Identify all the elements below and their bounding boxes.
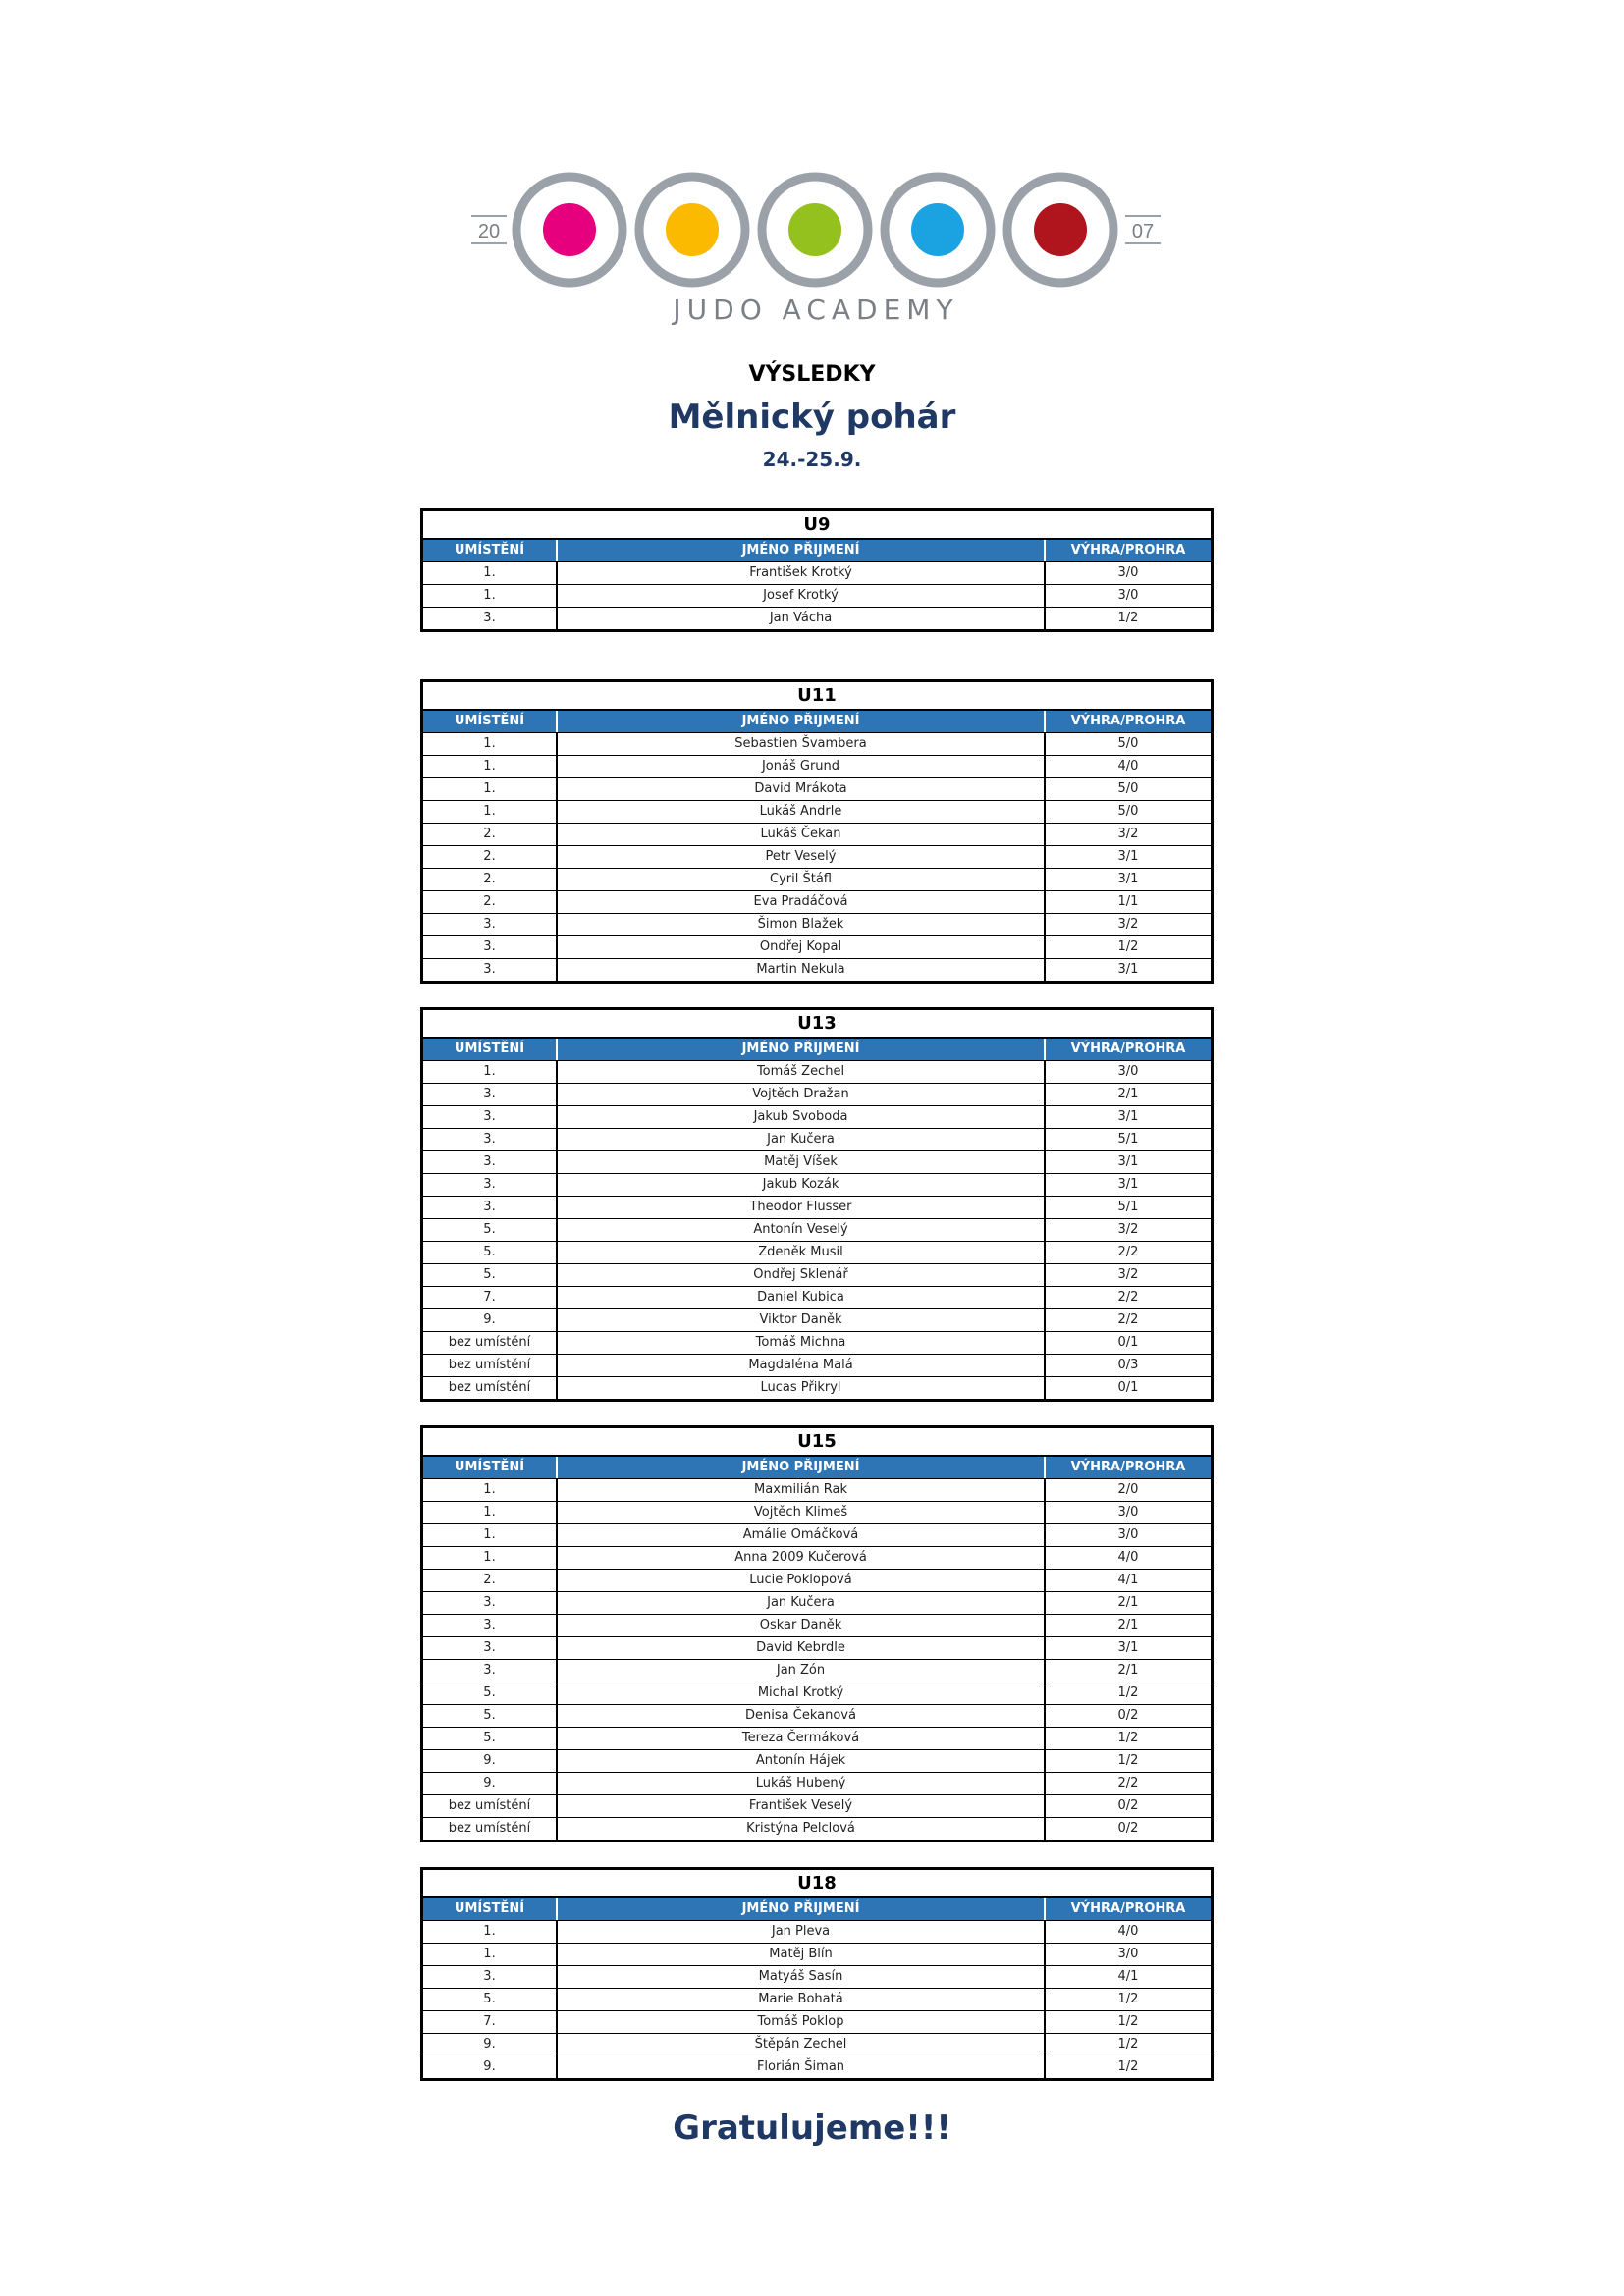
place-cell: 5. [423,1705,558,1727]
column-header-place: UMÍSTĚNÍ [423,1039,558,1060]
name-cell: Jakub Kozák [558,1174,1046,1196]
record-cell: 3/2 [1117,1267,1139,1282]
table-row [423,1682,1211,1705]
record-cell: 3/1 [1117,1109,1139,1124]
name-cell: David Kebrdle [558,1637,1046,1659]
place-cell: 3. [423,1129,558,1150]
record-cell: 3/1 [1117,1640,1139,1655]
table-row [423,1061,1211,1084]
record-cell: 0/2 [1117,1708,1139,1723]
column-header-record: VÝHRA/PROHRA [1070,1901,1186,1916]
record-cell: 2/2 [1117,1245,1139,1259]
column-header-row [423,1898,1211,1921]
column-header-place: UMÍSTĚNÍ [423,711,558,732]
table-row [423,1615,1211,1637]
logo-dot-5 [1034,203,1087,256]
name-cell: Antonín Veselý [558,1219,1046,1241]
record-cell: 5/0 [1117,804,1139,819]
place-cell: 3. [423,1966,558,1988]
name-cell: Ondřej Sklenář [558,1264,1046,1286]
record-cell: 4/1 [1117,1573,1139,1587]
place-cell: 9. [423,1309,558,1331]
name-cell: Jan Vácha [558,608,1046,629]
record-cell: 0/2 [1117,1821,1139,1836]
record-cell: 1/2 [1117,939,1139,954]
name-cell: Eva Pradáčová [558,891,1046,913]
place-cell: 2. [423,846,558,868]
column-header-place: UMÍSTĚNÍ [423,1898,558,1920]
name-cell: Šimon Blažek [558,914,1046,935]
record-cell: 1/2 [1117,611,1139,625]
table-row [423,756,1211,778]
place-cell: 2. [423,891,558,913]
record-cell: 4/0 [1117,1550,1139,1565]
table-row [423,1479,1211,1502]
name-cell: Matyáš Sasín [558,1966,1046,1988]
record-cell: 3/0 [1117,1064,1139,1079]
table-row [423,1637,1211,1660]
table-row [423,1705,1211,1728]
logo-dot-3 [788,203,841,256]
record-cell: 5/1 [1117,1132,1139,1147]
name-cell: František Veselý [558,1795,1046,1817]
name-cell: David Mrákota [558,778,1046,800]
column-header-record: VÝHRA/PROHRA [1070,1460,1186,1474]
table-row [423,936,1211,959]
place-cell: 7. [423,1287,558,1308]
table-row [423,1355,1211,1377]
table-row [423,1547,1211,1570]
name-cell: Tomáš Michna [558,1332,1046,1354]
name-cell: Jan Pleva [558,1921,1046,1943]
name-cell: Tereza Čermáková [558,1728,1046,1749]
place-cell: 5. [423,1242,558,1263]
table-row [423,959,1211,981]
record-cell: 5/0 [1117,736,1139,751]
name-cell: Lukáš Čekan [558,824,1046,845]
record-cell: 4/1 [1117,1969,1139,1984]
place-cell: bez umístění [423,1355,558,1376]
name-cell: Jakub Svoboda [558,1106,1046,1128]
category-table [420,1425,1214,1842]
results-kicker: VÝSLEDKY [748,362,876,387]
record-cell: 3/1 [1117,1177,1139,1192]
place-cell: 1. [423,562,558,584]
table-row [423,1921,1211,1944]
name-cell: Lucie Poklopová [558,1570,1046,1591]
place-cell: 2. [423,824,558,845]
place-cell: bez umístění [423,1818,558,1840]
table-row [423,1174,1211,1197]
column-header-name: JMÉNO PŘIJMENÍ [558,711,1046,732]
record-cell: 2/1 [1117,1087,1139,1101]
name-cell: Matěj Blín [558,1944,1046,1965]
name-cell: Martin Nekula [558,959,1046,981]
table-row [423,1818,1211,1840]
name-cell: Zdeněk Musil [558,1242,1046,1263]
logo-year-left: 20 [477,221,501,242]
table-row [423,2034,1211,2056]
name-cell: Anna 2009 Kučerová [558,1547,1046,1569]
logo-dot-4 [911,203,964,256]
place-cell: 1. [423,1524,558,1546]
place-cell: 7. [423,2011,558,2033]
logo-year-right: 07 [1131,221,1155,242]
category-title: U9 [423,511,1211,540]
category-table [420,679,1214,984]
table-row [423,608,1211,629]
place-cell: 3. [423,1592,558,1614]
record-cell: 2/0 [1117,1482,1139,1497]
place-cell: 3. [423,1197,558,1218]
table-row [423,585,1211,608]
table-row [423,1750,1211,1773]
record-cell: 3/1 [1117,962,1139,977]
table-row [423,846,1211,869]
name-cell: Lukáš Andrle [558,801,1046,823]
place-cell: 3. [423,1637,558,1659]
place-cell: 3. [423,1660,558,1682]
place-cell: bez umístění [423,1795,558,1817]
record-cell: 2/2 [1117,1776,1139,1790]
logo-dot-1 [543,203,596,256]
table-row [423,1966,1211,1989]
place-cell: 5. [423,1682,558,1704]
table-row [423,891,1211,914]
name-cell: Michal Krotký [558,1682,1046,1704]
column-header-name: JMÉNO PŘIJMENÍ [558,1898,1046,1920]
category-table [420,1867,1214,2081]
logo-dot-2 [666,203,719,256]
place-cell: 1. [423,1944,558,1965]
record-cell: 5/0 [1117,781,1139,796]
category-title: U15 [423,1428,1211,1457]
table-row [423,824,1211,846]
competition-date: 24.-25.9. [762,448,862,471]
name-cell: Florián Šiman [558,2056,1046,2078]
place-cell: 9. [423,1750,558,1772]
name-cell: Theodor Flusser [558,1197,1046,1218]
table-row [423,2056,1211,2078]
table-row [423,1084,1211,1106]
record-cell: 1/2 [1117,1992,1139,2006]
place-cell: 1. [423,733,558,755]
name-cell: Tomáš Poklop [558,2011,1046,2033]
name-cell: Lukáš Hubený [558,1773,1046,1794]
name-cell: Ondřej Kopal [558,936,1046,958]
record-cell: 1/2 [1117,2059,1139,2074]
column-header-row [423,540,1211,562]
place-cell: 3. [423,1174,558,1196]
place-cell: 3. [423,1615,558,1636]
logo-wordmark: JUDO ACADEMY [673,294,959,326]
column-header-row [423,711,1211,733]
table-row [423,869,1211,891]
column-header-name: JMÉNO PŘIJMENÍ [558,1457,1046,1478]
record-cell: 4/0 [1117,759,1139,774]
table-row [423,801,1211,824]
place-cell: 1. [423,778,558,800]
place-cell: 3. [423,959,558,981]
name-cell: Matěj Víšek [558,1151,1046,1173]
record-cell: 3/0 [1117,1527,1139,1542]
place-cell: 3. [423,608,558,629]
record-cell: 3/1 [1117,849,1139,864]
category-table [420,1007,1214,1402]
table-row [423,1502,1211,1524]
place-cell: 2. [423,1570,558,1591]
congratulations-text: Gratulujeme!!! [673,2109,951,2148]
record-cell: 2/2 [1117,1290,1139,1305]
table-row [423,2011,1211,2034]
record-cell: 0/2 [1117,1798,1139,1813]
name-cell: Antonín Hájek [558,1750,1046,1772]
competition-title: Mělnický pohár [668,398,956,437]
name-cell: Amálie Omáčková [558,1524,1046,1546]
place-cell: bez umístění [423,1377,558,1399]
column-header-row [423,1457,1211,1479]
table-row [423,1795,1211,1818]
column-header-name: JMÉNO PŘIJMENÍ [558,540,1046,561]
record-cell: 3/1 [1117,872,1139,886]
name-cell: Vojtěch Klimeš [558,1502,1046,1523]
name-cell: Daniel Kubica [558,1287,1046,1308]
name-cell: Viktor Daněk [558,1309,1046,1331]
table-row [423,562,1211,585]
record-cell: 3/2 [1117,917,1139,932]
place-cell: 5. [423,1219,558,1241]
column-header-place: UMÍSTĚNÍ [423,1457,558,1478]
category-title: U13 [423,1010,1211,1039]
table-row [423,733,1211,756]
name-cell: Jan Kučera [558,1129,1046,1150]
table-row [423,1570,1211,1592]
table-row [423,1332,1211,1355]
name-cell: Oskar Daněk [558,1615,1046,1636]
name-cell: Lucas Přikryl [558,1377,1046,1399]
table-row [423,914,1211,936]
name-cell: Jonáš Grund [558,756,1046,777]
place-cell: 1. [423,1061,558,1083]
name-cell: Tomáš Zechel [558,1061,1046,1083]
column-header-record: VÝHRA/PROHRA [1070,714,1186,728]
place-cell: 2. [423,869,558,890]
record-cell: 1/2 [1117,1753,1139,1768]
table-row [423,1773,1211,1795]
record-cell: 1/2 [1117,1731,1139,1745]
category-title: U11 [423,682,1211,711]
place-cell: 9. [423,1773,558,1794]
name-cell: Denisa Čekanová [558,1705,1046,1727]
table-row [423,1524,1211,1547]
place-cell: 1. [423,1502,558,1523]
record-cell: 0/1 [1117,1335,1139,1350]
record-cell: 3/1 [1117,1154,1139,1169]
name-cell: Kristýna Pelclová [558,1818,1046,1840]
table-row [423,1660,1211,1682]
place-cell: 1. [423,1547,558,1569]
place-cell: 3. [423,936,558,958]
table-row [423,1728,1211,1750]
place-cell: 1. [423,1921,558,1943]
table-row [423,1197,1211,1219]
table-row [423,1989,1211,2011]
place-cell: 9. [423,2034,558,2056]
record-cell: 1/2 [1117,1685,1139,1700]
name-cell: Štěpán Zechel [558,2034,1046,2056]
place-cell: 1. [423,801,558,823]
record-cell: 1/2 [1117,2037,1139,2052]
name-cell: Josef Krotký [558,585,1046,607]
place-cell: bez umístění [423,1332,558,1354]
table-row [423,1944,1211,1966]
place-cell: 9. [423,2056,558,2078]
column-header-record: VÝHRA/PROHRA [1070,1041,1186,1056]
table-row [423,1242,1211,1264]
record-cell: 3/0 [1117,588,1139,603]
place-cell: 3. [423,1151,558,1173]
record-cell: 5/1 [1117,1200,1139,1214]
place-cell: 1. [423,756,558,777]
name-cell: Sebastien Švambera [558,733,1046,755]
name-cell: Vojtěch Dražan [558,1084,1046,1105]
name-cell: František Krotký [558,562,1046,584]
record-cell: 1/2 [1117,2014,1139,2029]
table-row [423,778,1211,801]
judo-academy-logo [461,167,1168,334]
column-header-record: VÝHRA/PROHRA [1070,543,1186,558]
name-cell: Maxmilián Rak [558,1479,1046,1501]
record-cell: 2/1 [1117,1663,1139,1678]
category-title: U18 [423,1870,1211,1898]
record-cell: 3/0 [1117,1505,1139,1520]
table-row [423,1219,1211,1242]
record-cell: 1/1 [1117,894,1139,909]
record-cell: 0/3 [1117,1358,1139,1372]
table-row [423,1151,1211,1174]
table-row [423,1377,1211,1399]
place-cell: 5. [423,1264,558,1286]
record-cell: 3/2 [1117,827,1139,841]
place-cell: 1. [423,1479,558,1501]
record-cell: 4/0 [1117,1924,1139,1939]
place-cell: 3. [423,914,558,935]
name-cell: Magdaléna Malá [558,1355,1046,1376]
record-cell: 2/2 [1117,1312,1139,1327]
record-cell: 2/1 [1117,1618,1139,1632]
place-cell: 1. [423,585,558,607]
record-cell: 3/2 [1117,1222,1139,1237]
table-row [423,1309,1211,1332]
table-row [423,1264,1211,1287]
record-cell: 2/1 [1117,1595,1139,1610]
record-cell: 3/0 [1117,565,1139,580]
name-cell: Jan Zón [558,1660,1046,1682]
name-cell: Petr Veselý [558,846,1046,868]
record-cell: 0/1 [1117,1380,1139,1395]
name-cell: Marie Bohatá [558,1989,1046,2010]
table-row [423,1129,1211,1151]
column-header-name: JMÉNO PŘIJMENÍ [558,1039,1046,1060]
category-table [420,508,1214,632]
column-header-row [423,1039,1211,1061]
table-row [423,1106,1211,1129]
table-row [423,1287,1211,1309]
place-cell: 3. [423,1084,558,1105]
place-cell: 5. [423,1989,558,2010]
place-cell: 5. [423,1728,558,1749]
record-cell: 3/0 [1117,1947,1139,1961]
name-cell: Cyril Štáfl [558,869,1046,890]
column-header-place: UMÍSTĚNÍ [423,540,558,561]
name-cell: Jan Kučera [558,1592,1046,1614]
table-row [423,1592,1211,1615]
place-cell: 3. [423,1106,558,1128]
